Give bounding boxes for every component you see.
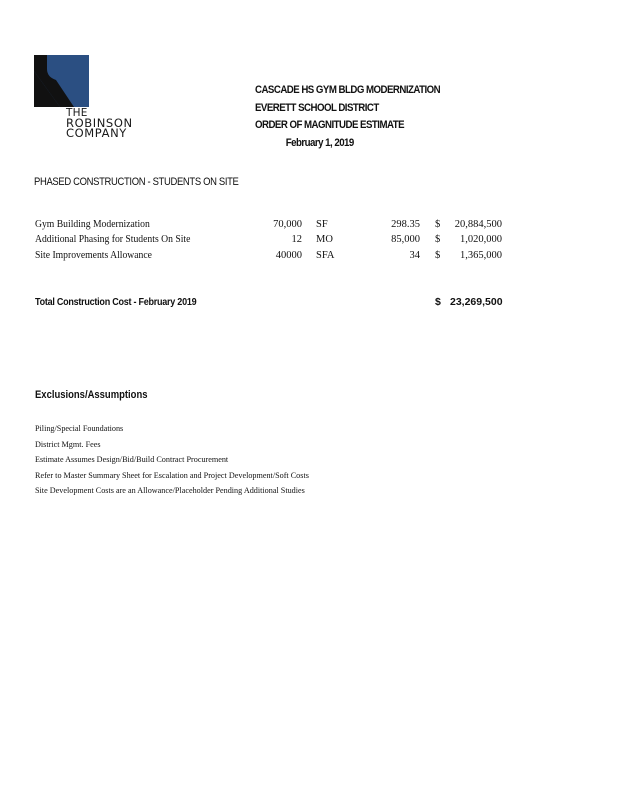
- estimate-date: February 1, 2019: [285, 136, 354, 149]
- section-title: PHASED CONSTRUCTION - STUDENTS ON SITE: [34, 176, 239, 188]
- exclusion-item: Estimate Assumes Design/Bid/Build Contract Procurement: [35, 454, 229, 464]
- item-quantity: 12: [291, 234, 302, 245]
- item-unit: SF: [316, 219, 328, 230]
- exclusion-item: District Mgmt. Fees: [35, 438, 101, 449]
- district-name: EVERETT SCHOOL DISTRICT: [255, 101, 379, 114]
- item-rate: 298.35: [391, 219, 420, 230]
- exclusion-item: Refer to Master Summary Sheet for Escalation and Project Development/Soft Costs: [35, 469, 309, 480]
- line-item-row: [0, 219, 618, 234]
- logo-line-the: THE: [66, 107, 88, 119]
- document-header: [255, 82, 440, 152]
- logo-wordmark: [66, 108, 133, 138]
- item-amount: 1,365,000: [460, 250, 502, 261]
- total-row: [0, 296, 618, 312]
- total-currency: $: [435, 296, 441, 308]
- estimate-type: ORDER OF MAGNITUDE ESTIMATE: [255, 119, 405, 131]
- item-quantity: 70,000: [273, 219, 302, 230]
- item-currency: $: [435, 219, 441, 230]
- line-item-row: [0, 250, 618, 265]
- logo-line-company: COMPANY: [66, 126, 127, 140]
- project-title: CASCADE HS GYM BLDG MODERNIZATION: [255, 84, 441, 96]
- logo-mark-icon: [34, 55, 94, 107]
- exclusions-list: [35, 421, 323, 499]
- exclusions-title: Exclusions/Assumptions: [35, 389, 148, 401]
- item-currency: $: [435, 250, 441, 261]
- item-description: Gym Building Modernization: [35, 219, 150, 230]
- item-unit: SFA: [316, 250, 335, 261]
- item-currency: $: [435, 234, 441, 245]
- logo-line-robinson: ROBINSON: [66, 116, 133, 130]
- total-amount: 23,269,500: [450, 296, 503, 308]
- line-item-row: [0, 234, 618, 249]
- item-quantity: 40000: [275, 250, 302, 261]
- item-rate: 85,000: [391, 234, 420, 245]
- item-unit: MO: [316, 234, 333, 245]
- exclusion-item: Site Development Costs are an Allowance/Placeholder Pending Additional Studies: [35, 485, 305, 495]
- item-description: Site Improvements Allowance: [35, 250, 152, 261]
- item-rate: 34: [409, 250, 420, 261]
- exclusion-item: Piling/Special Foundations: [35, 423, 124, 433]
- item-description: Additional Phasing for Students On Site: [35, 234, 191, 245]
- item-amount: 20,884,500: [454, 219, 502, 230]
- total-label: Total Construction Cost - February 2019: [35, 296, 197, 308]
- item-amount: 1,020,000: [460, 234, 502, 245]
